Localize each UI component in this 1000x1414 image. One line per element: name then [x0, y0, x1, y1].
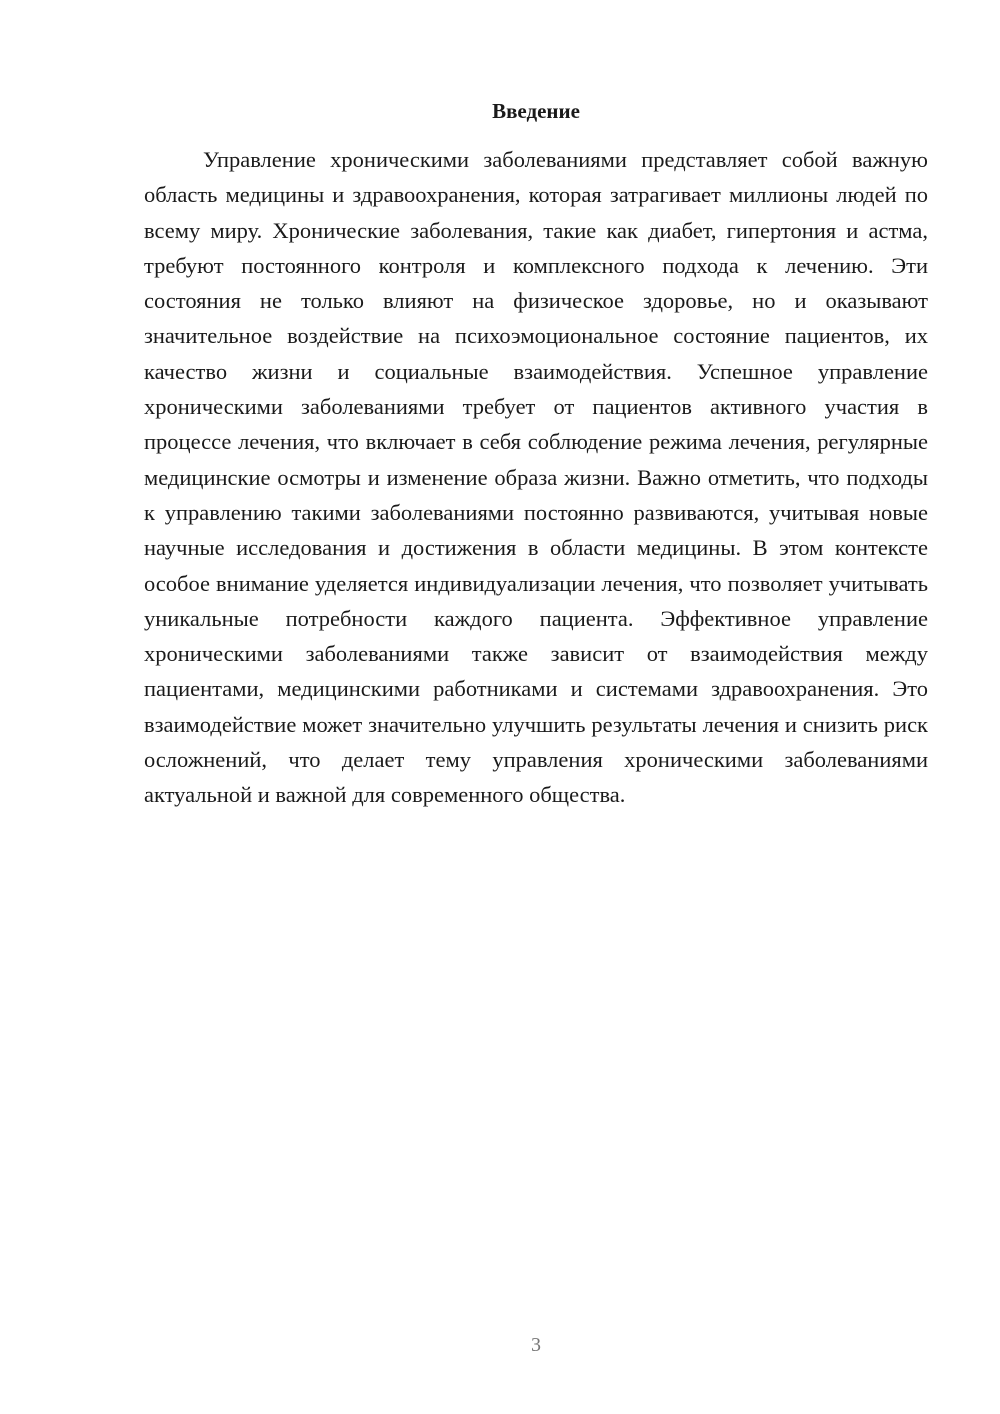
page-number: 3 — [531, 1334, 541, 1356]
body-paragraph: Управление хроническими заболеваниями представляет собой важную область медицины и здравоохранения, которая затрагивает миллионы людей по всему миру. Хронические заболевания, такие как диабет, гипертония и астма, требуют постоянного контроля и комплексного подхода к лечению. Эти состояния не только влияют на физическое здоровье, но и оказывают значительное воздействие на психоэмоциональное состояние пациентов, их качество жизни и социальные взаимодействия. Успешное управление хроническими заболеваниями требует от пациентов активного участия в процессе лечения, что включает в себя соблюдение режима лечения, регулярные медицинские осмотры и изменение образа жизни. Важно отметить, что подходы к управлению такими заболеваниями постоянно развиваются, учитывая новые научные исследования и достижения в области медицины. В этом контексте особое внимание уделяется индивидуализации лечения, что позволяет учитывать уникальные потребности каждого пациента. Эффективное управление хроническими заболеваниями также зависит от взаимодействия между пациентами, медицинскими работниками и системами здравоохранения. Это взаимодействие может значительно улучшить результаты лечения и снизить риск осложнений, что делает тему управления хроническими заболеваниями актуальной и важной для современного общества. — [144, 147, 928, 808]
section-heading: Введение — [492, 99, 580, 123]
